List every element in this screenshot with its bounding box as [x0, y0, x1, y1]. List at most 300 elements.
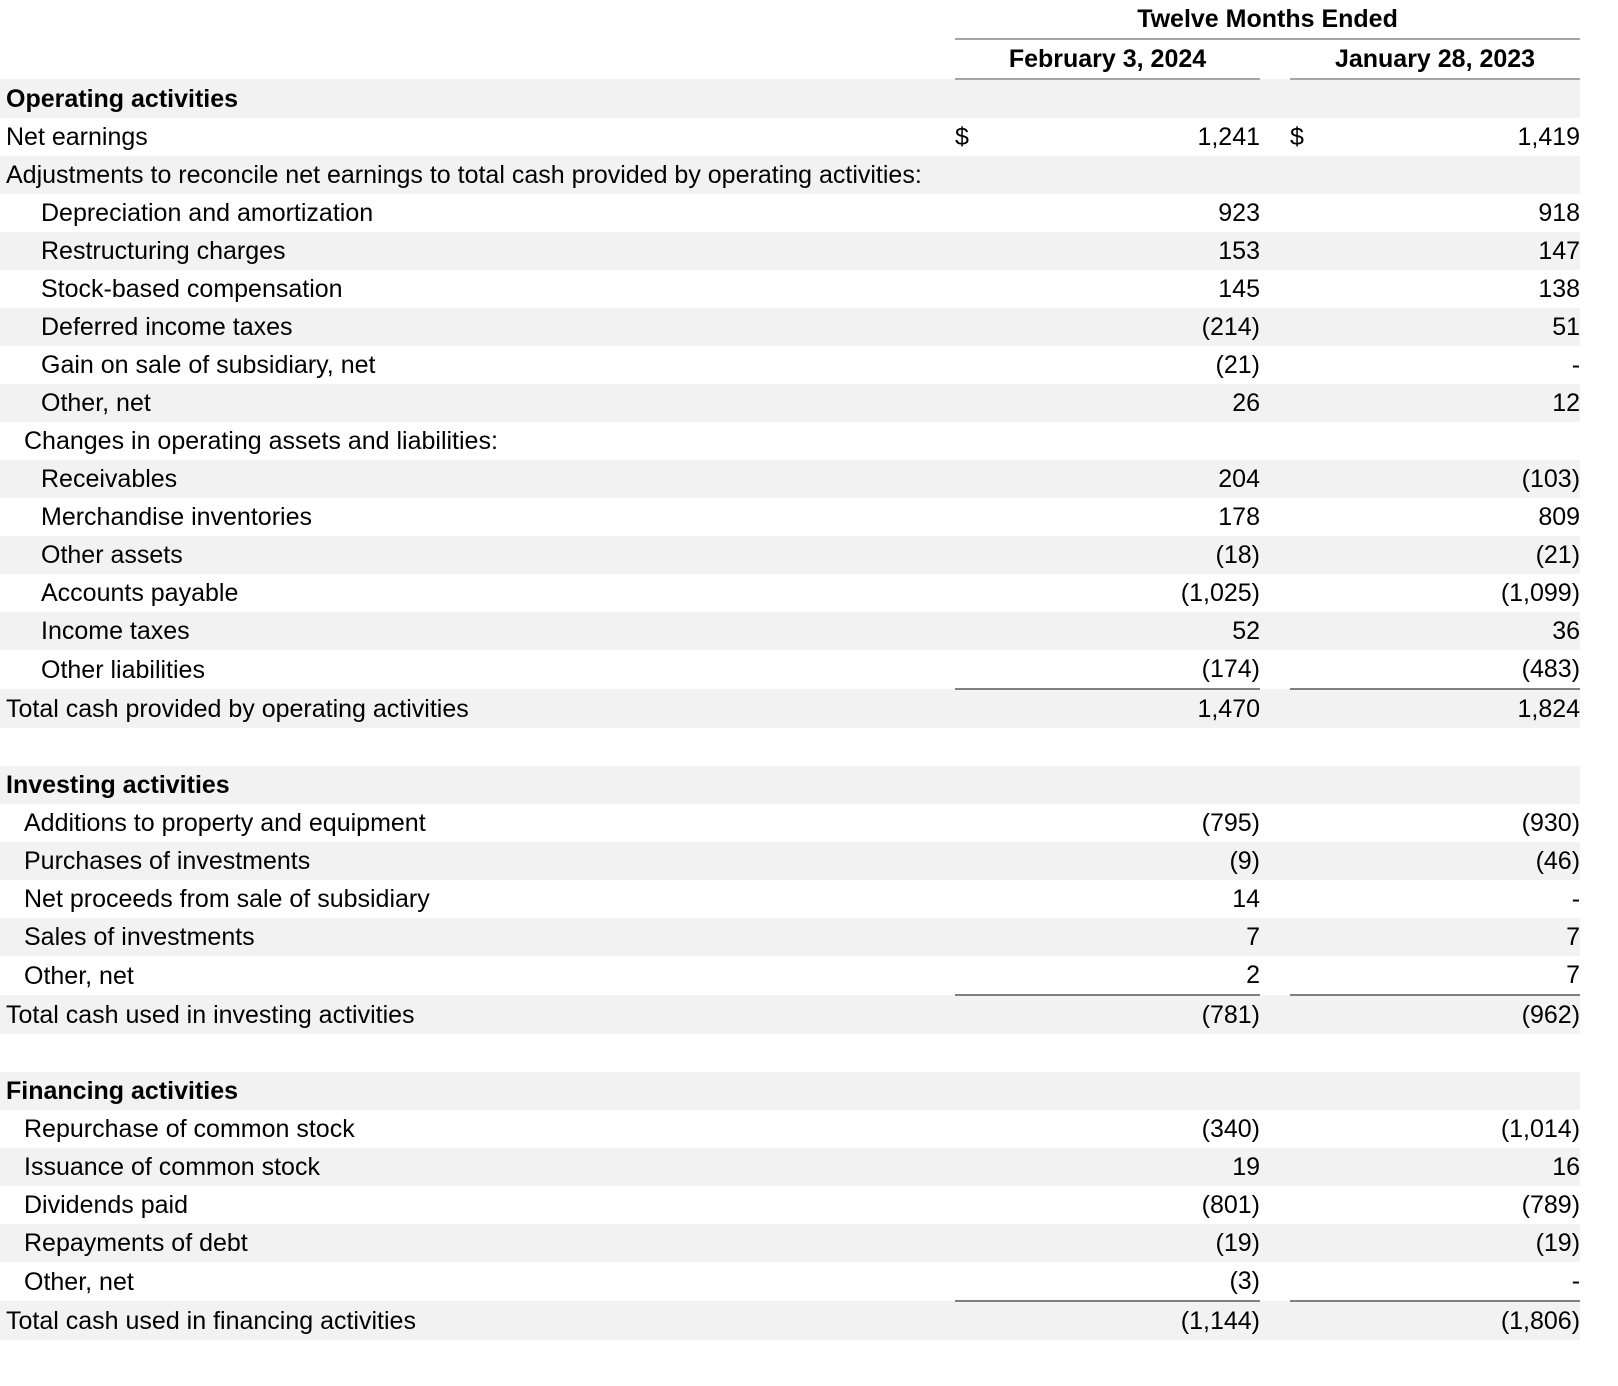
row-label-cell: [0, 270, 955, 308]
header-pad: [1580, 0, 1618, 39]
right-pad: [1580, 574, 1618, 612]
right-pad: [1580, 498, 1618, 536]
section-title-row: [0, 79, 1618, 118]
row-label-cell: [0, 346, 955, 384]
right-pad: [1580, 766, 1618, 804]
line-item-row: [0, 918, 1618, 956]
currency-symbol-col2: [1290, 766, 1350, 804]
section-total-row: [0, 689, 1618, 728]
value-col2: 809: [1350, 498, 1580, 536]
row-label-cell: [0, 460, 955, 498]
currency-symbol-col1: $: [955, 118, 1015, 156]
line-item-row: [0, 1262, 1618, 1301]
line-item-row: [0, 650, 1618, 689]
right-pad: [1580, 1110, 1618, 1148]
value-col1: (19): [1015, 1224, 1260, 1262]
value-col2: 147: [1350, 232, 1580, 270]
column-gap: [1260, 1301, 1290, 1340]
currency-symbol-col1: [955, 460, 1015, 498]
spacer-cell: [1015, 728, 1260, 766]
currency-symbol-col2: [1290, 79, 1350, 118]
value-col2: 12: [1350, 384, 1580, 422]
column-gap: [1260, 880, 1290, 918]
value-col2: (46): [1350, 842, 1580, 880]
spacer-cell: [1290, 1034, 1350, 1072]
row-label-cell: [0, 1072, 955, 1110]
row-label-cell: [0, 308, 955, 346]
right-pad: [1580, 1148, 1618, 1186]
value-col1: 1,470: [1015, 689, 1260, 728]
currency-symbol-col1: [955, 346, 1015, 384]
right-pad: [1580, 880, 1618, 918]
column-gap: [1260, 574, 1290, 612]
column-gap: [1260, 842, 1290, 880]
currency-symbol-col1: [955, 1301, 1015, 1340]
currency-symbol-col1: [955, 1186, 1015, 1224]
spacer-cell: [1580, 1034, 1618, 1072]
column-gap: [1260, 346, 1290, 384]
row-label: Income taxes: [41, 617, 190, 645]
currency-symbol-col2: [1290, 536, 1350, 574]
row-label-cell: [0, 650, 955, 689]
value-col2: (483): [1350, 650, 1580, 689]
column-gap: [1260, 232, 1290, 270]
row-label-cell: [0, 918, 955, 956]
currency-symbol-col2: [1290, 1262, 1350, 1301]
spacer-cell: [0, 728, 955, 766]
currency-symbol-col1: [955, 422, 1015, 460]
value-col2: (21): [1350, 536, 1580, 574]
value-col2: (930): [1350, 804, 1580, 842]
row-label: Repayments of debt: [24, 1229, 248, 1257]
row-label-cell: [0, 1148, 955, 1186]
currency-symbol-col2: [1290, 612, 1350, 650]
right-pad: [1580, 79, 1618, 118]
value-col2: 918: [1350, 194, 1580, 232]
right-pad: [1580, 232, 1618, 270]
currency-symbol-col1: [955, 536, 1015, 574]
value-col2: 7: [1350, 956, 1580, 995]
column-gap: [1260, 1110, 1290, 1148]
currency-symbol-col2: [1290, 1110, 1350, 1148]
row-label: Depreciation and amortization: [41, 199, 374, 227]
right-pad: [1580, 1186, 1618, 1224]
line-item-row: [0, 1186, 1618, 1224]
column-gap: [1260, 156, 1290, 194]
row-label-cell: [0, 194, 955, 232]
currency-symbol-col1: [955, 270, 1015, 308]
row-label-cell: [0, 79, 955, 118]
currency-symbol-col1: [955, 650, 1015, 689]
right-pad: [1580, 1072, 1618, 1110]
row-label: Total cash used in financing activities: [6, 1306, 416, 1335]
row-label: Stock-based compensation: [41, 275, 343, 303]
row-label: Other liabilities: [41, 655, 205, 684]
right-pad: [1580, 270, 1618, 308]
row-label: Sales of investments: [24, 923, 255, 951]
currency-symbol-col1: [955, 1262, 1015, 1301]
currency-symbol-col1: [955, 384, 1015, 422]
currency-symbol-col1: [955, 574, 1015, 612]
row-label: Other, net: [24, 961, 134, 990]
column-gap: [1260, 1224, 1290, 1262]
header-date-col2: January 28, 2023: [1290, 39, 1580, 79]
value-col2: 7: [1350, 918, 1580, 956]
column-gap: [1260, 1186, 1290, 1224]
row-label: Total cash provided by operating activities: [6, 694, 469, 723]
row-label: Net earnings: [6, 123, 148, 151]
currency-symbol-col1: [955, 498, 1015, 536]
row-label: Dividends paid: [24, 1191, 188, 1219]
section-total-row: [0, 1301, 1618, 1340]
row-label: Other assets: [41, 541, 183, 569]
right-pad: [1580, 995, 1618, 1034]
row-label: Additions to property and equipment: [24, 809, 426, 837]
column-gap: [1260, 79, 1290, 118]
value-col1: 153: [1015, 232, 1260, 270]
right-pad: [1580, 612, 1618, 650]
currency-symbol-col2: $: [1290, 118, 1350, 156]
row-label: Merchandise inventories: [41, 503, 312, 531]
column-gap: [1260, 689, 1290, 728]
value-col2: 36: [1350, 612, 1580, 650]
header-empty-label: [0, 0, 955, 39]
currency-symbol-col2: [1290, 346, 1350, 384]
line-item-row: [0, 842, 1618, 880]
value-col2: 51: [1350, 308, 1580, 346]
value-col1: 178: [1015, 498, 1260, 536]
currency-symbol-col1: [955, 1072, 1015, 1110]
currency-symbol-col1: [955, 804, 1015, 842]
value-col2: -: [1350, 880, 1580, 918]
currency-symbol-col2: [1290, 270, 1350, 308]
value-col1: 145: [1015, 270, 1260, 308]
column-gap: [1260, 1262, 1290, 1301]
column-gap: [1260, 384, 1290, 422]
row-label-cell: [0, 689, 955, 728]
column-gap: [1260, 194, 1290, 232]
column-gap: [1260, 956, 1290, 995]
line-item-row: [0, 384, 1618, 422]
row-label-cell: [0, 498, 955, 536]
right-pad: [1580, 422, 1618, 460]
currency-symbol-col1: [955, 918, 1015, 956]
row-label: Gain on sale of subsidiary, net: [41, 351, 376, 379]
column-gap: [1260, 498, 1290, 536]
spacer-cell: [955, 1034, 1015, 1072]
line-item-row: [0, 118, 1618, 156]
row-label: Net proceeds from sale of subsidiary: [24, 885, 430, 913]
spacer-cell: [1580, 728, 1618, 766]
currency-symbol-col1: [955, 880, 1015, 918]
row-label: Other, net: [24, 1267, 134, 1296]
currency-symbol-col1: [955, 1148, 1015, 1186]
right-pad: [1580, 156, 1618, 194]
section-title-row: [0, 1072, 1618, 1110]
currency-symbol-col2: [1290, 1072, 1350, 1110]
line-item-row: [0, 232, 1618, 270]
value-col1: (214): [1015, 308, 1260, 346]
row-label: Receivables: [41, 465, 178, 493]
section-total-row: [0, 995, 1618, 1034]
currency-symbol-col2: [1290, 918, 1350, 956]
value-col1: 7: [1015, 918, 1260, 956]
column-gap: [1260, 536, 1290, 574]
row-label: Purchases of investments: [24, 847, 311, 875]
value-col1: (21): [1015, 346, 1260, 384]
currency-symbol-col2: [1290, 1148, 1350, 1186]
right-pad: [1580, 536, 1618, 574]
currency-symbol-col2: [1290, 498, 1350, 536]
header-row-dates: [0, 39, 1618, 79]
line-item-row: [0, 346, 1618, 384]
column-gap: [1260, 422, 1290, 460]
currency-symbol-col2: [1290, 842, 1350, 880]
section-title-row: [0, 766, 1618, 804]
currency-symbol-col2: [1290, 1186, 1350, 1224]
spacer-cell: [1260, 1034, 1290, 1072]
column-gap: [1260, 270, 1290, 308]
line-item-row: [0, 194, 1618, 232]
column-gap: [1260, 1148, 1290, 1186]
section-spacer: [0, 728, 1618, 766]
value-col2: (1,806): [1350, 1301, 1580, 1340]
right-pad: [1580, 842, 1618, 880]
right-pad: [1580, 689, 1618, 728]
row-label-cell: [0, 1262, 955, 1301]
value-col2: [1350, 1072, 1580, 1110]
currency-symbol-col1: [955, 79, 1015, 118]
column-gap: [1260, 1072, 1290, 1110]
currency-symbol-col1: [955, 995, 1015, 1034]
row-label-cell: [0, 956, 955, 995]
currency-symbol-col2: [1290, 1224, 1350, 1262]
row-label-cell: [0, 1186, 955, 1224]
value-col1: (3): [1015, 1262, 1260, 1301]
currency-symbol-col2: [1290, 995, 1350, 1034]
currency-symbol-col1: [955, 156, 1015, 194]
right-pad: [1580, 650, 1618, 689]
line-item-row: [0, 804, 1618, 842]
currency-symbol-col1: [955, 232, 1015, 270]
value-col1: (781): [1015, 995, 1260, 1034]
value-col1: (174): [1015, 650, 1260, 689]
line-item-row: [0, 880, 1618, 918]
line-item-row: [0, 612, 1618, 650]
right-pad: [1580, 308, 1618, 346]
header-period-label: Twelve Months Ended: [955, 0, 1580, 39]
row-label: Total cash used in investing activities: [6, 1000, 415, 1029]
currency-symbol-col1: [955, 689, 1015, 728]
row-label: Repurchase of common stock: [24, 1115, 355, 1143]
row-label-cell: [0, 1224, 955, 1262]
section-spacer: [0, 1034, 1618, 1072]
value-col1: 1,241: [1015, 118, 1260, 156]
value-col1: (1,144): [1015, 1301, 1260, 1340]
value-col1: (340): [1015, 1110, 1260, 1148]
value-col2: 138: [1350, 270, 1580, 308]
value-col1: 19: [1015, 1148, 1260, 1186]
value-col2: [1350, 422, 1580, 460]
row-label: Restructuring charges: [41, 237, 286, 265]
currency-symbol-col1: [955, 308, 1015, 346]
spacer-cell: [1350, 728, 1580, 766]
currency-symbol-col2: [1290, 308, 1350, 346]
currency-symbol-col1: [955, 766, 1015, 804]
row-label-cell: [0, 118, 955, 156]
value-col2: (962): [1350, 995, 1580, 1034]
value-col2: [1350, 766, 1580, 804]
value-col1: 923: [1015, 194, 1260, 232]
currency-symbol-col2: [1290, 574, 1350, 612]
column-gap: [1260, 460, 1290, 498]
row-label-cell: [0, 995, 955, 1034]
spacer-cell: [0, 1034, 955, 1072]
value-col1: [1015, 79, 1260, 118]
value-col1: [1015, 422, 1260, 460]
line-item-row: [0, 460, 1618, 498]
value-col2: 16: [1350, 1148, 1580, 1186]
value-col2: (1,099): [1350, 574, 1580, 612]
currency-symbol-col1: [955, 612, 1015, 650]
value-col1: 52: [1015, 612, 1260, 650]
line-item-row: [0, 308, 1618, 346]
line-item-row: [0, 536, 1618, 574]
header-empty-label-2: [0, 39, 955, 79]
currency-symbol-col2: [1290, 460, 1350, 498]
column-gap: [1260, 995, 1290, 1034]
row-label: Changes in operating assets and liabilities:: [24, 427, 498, 455]
currency-symbol-col2: [1290, 194, 1350, 232]
column-gap: [1260, 612, 1290, 650]
right-pad: [1580, 346, 1618, 384]
column-gap: [1260, 804, 1290, 842]
line-item-row: [0, 1224, 1618, 1262]
currency-symbol-col2: [1290, 422, 1350, 460]
currency-symbol-col2: [1290, 956, 1350, 995]
column-gap: [1260, 918, 1290, 956]
row-label: Operating activities: [6, 84, 239, 113]
currency-symbol-col2: [1290, 1301, 1350, 1340]
currency-symbol-col2: [1290, 232, 1350, 270]
value-col1: (1,025): [1015, 574, 1260, 612]
row-label: Issuance of common stock: [24, 1153, 320, 1181]
value-col2: [1350, 79, 1580, 118]
currency-symbol-col2: [1290, 384, 1350, 422]
row-label-cell: [0, 1110, 955, 1148]
value-col2: [1350, 156, 1580, 194]
row-label: Accounts payable: [41, 579, 239, 607]
column-gap: [1260, 766, 1290, 804]
line-item-row: [0, 156, 1618, 194]
currency-symbol-col2: [1290, 689, 1350, 728]
row-label-cell: [0, 880, 955, 918]
row-label: Deferred income taxes: [41, 313, 293, 341]
line-item-row: [0, 956, 1618, 995]
currency-symbol-col2: [1290, 650, 1350, 689]
value-col1: 14: [1015, 880, 1260, 918]
value-col2: 1,824: [1350, 689, 1580, 728]
line-item-row: [0, 574, 1618, 612]
row-label: Financing activities: [6, 1077, 239, 1105]
value-col1: [1015, 766, 1260, 804]
value-col1: [1015, 1072, 1260, 1110]
value-col1: 2: [1015, 956, 1260, 995]
spacer-cell: [1015, 1034, 1260, 1072]
line-item-row: [0, 1148, 1618, 1186]
line-item-row: [0, 1110, 1618, 1148]
value-col2: (19): [1350, 1224, 1580, 1262]
row-label-cell: [0, 384, 955, 422]
line-item-row: [0, 498, 1618, 536]
row-label: Investing activities: [6, 771, 230, 799]
value-col1: 26: [1015, 384, 1260, 422]
right-pad: [1580, 460, 1618, 498]
spacer-cell: [1350, 1034, 1580, 1072]
row-label-cell: [0, 1301, 955, 1340]
right-pad: [1580, 1224, 1618, 1262]
row-label-cell: [0, 536, 955, 574]
right-pad: [1580, 194, 1618, 232]
spacer-cell: [1290, 728, 1350, 766]
row-label-cell: [0, 156, 955, 194]
value-col2: -: [1350, 1262, 1580, 1301]
currency-symbol-col1: [955, 1110, 1015, 1148]
right-pad: [1580, 804, 1618, 842]
currency-symbol-col2: [1290, 880, 1350, 918]
spacer-cell: [1260, 728, 1290, 766]
right-pad: [1580, 118, 1618, 156]
currency-symbol-col1: [955, 842, 1015, 880]
value-col1: (9): [1015, 842, 1260, 880]
column-gap: [1260, 118, 1290, 156]
value-col2: 1,419: [1350, 118, 1580, 156]
row-label-cell: [0, 842, 955, 880]
row-label-cell: [0, 422, 955, 460]
row-label-cell: [0, 804, 955, 842]
row-label-cell: [0, 232, 955, 270]
right-pad: [1580, 384, 1618, 422]
value-col2: -: [1350, 346, 1580, 384]
line-item-row: [0, 270, 1618, 308]
value-col1: (18): [1015, 536, 1260, 574]
right-pad: [1580, 956, 1618, 995]
currency-symbol-col1: [955, 956, 1015, 995]
value-col2: (789): [1350, 1186, 1580, 1224]
value-col1: 204: [1015, 460, 1260, 498]
spacer-cell: [955, 728, 1015, 766]
row-label-cell: [0, 766, 955, 804]
currency-symbol-col2: [1290, 804, 1350, 842]
right-pad: [1580, 918, 1618, 956]
value-col1: (795): [1015, 804, 1260, 842]
currency-symbol-col2: [1290, 156, 1350, 194]
row-label-cell: [0, 574, 955, 612]
currency-symbol-col1: [955, 194, 1015, 232]
value-col1: (801): [1015, 1186, 1260, 1224]
column-gap: [1260, 650, 1290, 689]
row-label-cell: [0, 612, 955, 650]
header-pad-2: [1580, 39, 1618, 79]
header-date-gap: [1260, 39, 1290, 79]
right-pad: [1580, 1301, 1618, 1340]
currency-symbol-col1: [955, 1224, 1015, 1262]
value-col2: (1,014): [1350, 1110, 1580, 1148]
row-label: Adjustments to reconcile net earnings to total cash provided by operating activities:: [6, 161, 922, 189]
line-item-row: [0, 422, 1618, 460]
column-gap: [1260, 308, 1290, 346]
value-col2: (103): [1350, 460, 1580, 498]
